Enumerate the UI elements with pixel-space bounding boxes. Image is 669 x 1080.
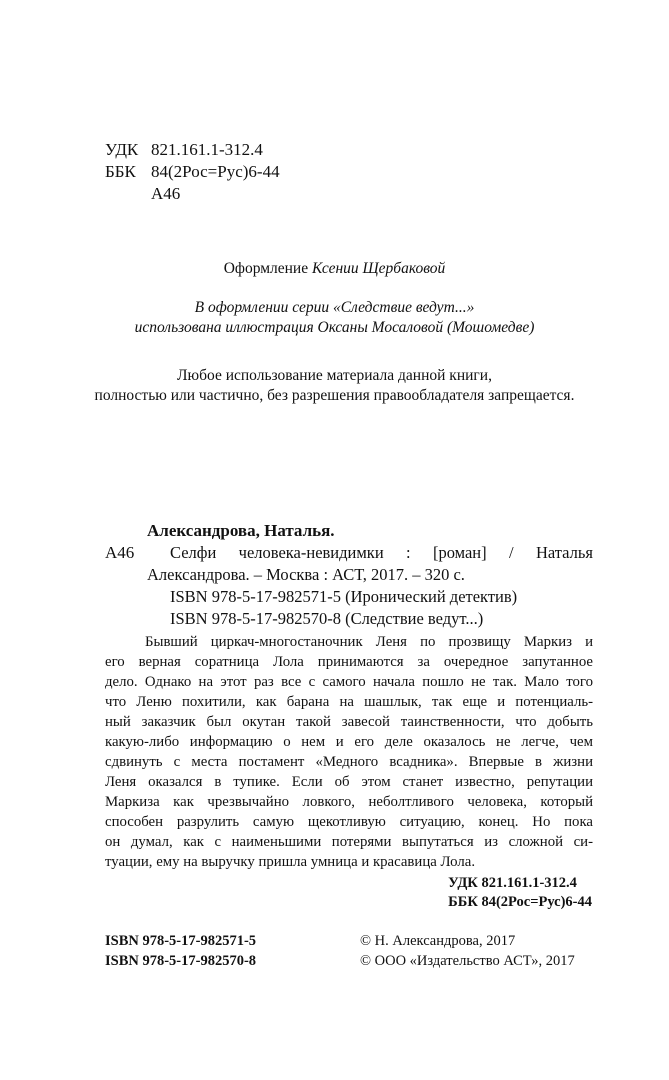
- annotation-line: что Леню похитили, как барана на шашлык, так еще и потенциаль-: [105, 694, 593, 710]
- design-prefix: Оформление: [223, 260, 309, 277]
- bbk-value: 84(2Рос=Рус)6-44: [151, 162, 280, 181]
- card-code: А46: [105, 543, 135, 562]
- series-credit-line1: В оформлении серии «Следствие ведут...»: [194, 299, 475, 316]
- author-mark: А46: [151, 184, 181, 203]
- card-isbn2: ISBN 978-5-17-982570-8 (Следствие ведут...): [170, 609, 484, 628]
- series-credit-line2: использована иллюстрация Оксаны Мосаловой (Мошомедве): [134, 319, 535, 336]
- annotation-line: Леня оказался в тупике. Если об этом станет известно, репутации: [105, 774, 593, 790]
- udk-line: [105, 139, 263, 161]
- footer-isbn1: ISBN 978-5-17-982571-5: [105, 933, 257, 949]
- annotation-line: туации, ему на выручку пришла умница и красавица Лола.: [105, 854, 476, 870]
- annotation-line: способен разрулить самую щекотливую ситуацию, конец. Но пока: [105, 814, 593, 830]
- udk-label: УДК: [105, 140, 139, 159]
- annotation-codes: [448, 874, 592, 912]
- annotation-line: ный заказчик был окутан такой завесой таинственности, что добыть: [105, 714, 593, 730]
- footer-copyright1: © Н. Александрова, 2017: [360, 933, 516, 949]
- annotation-line: Маркиза как чрезвычайно ловкого, неболтливого человека, который: [105, 794, 593, 810]
- annotation-line: сдвинуть с места постамент «Медного всадника». Впервые в жизни: [105, 754, 593, 770]
- udk-value: 821.161.1-312.4: [151, 140, 263, 159]
- copyright-notice-line2: полностью или частично, без разрешения правообладателя запрещается.: [94, 387, 575, 404]
- card-author: Александрова, Наталья.: [147, 521, 335, 540]
- annotation-bbk: ББК 84(2Рос=Рус)6-44: [448, 894, 592, 910]
- annotation-line: дело. Однако на этот раз все с самого начала пошло не так. Мало того: [105, 674, 593, 690]
- bbk-label: ББК: [105, 162, 136, 181]
- bbk-line: [105, 161, 280, 183]
- annotation-line: его верная соратница Лола принимаются за очередное запутанное: [105, 654, 593, 670]
- footer-copyright2: © ООО «Издательство АСТ», 2017: [360, 953, 575, 969]
- design-credit: [0, 259, 669, 279]
- designer-name: Ксении Щербаковой: [311, 260, 446, 277]
- annotation-line: Бывший циркач-многостаночник Леня по прозвищу Маркиз и: [145, 634, 593, 650]
- card-isbn1: ISBN 978-5-17-982571-5 (Иронический детектив): [170, 587, 518, 606]
- annotation: [105, 632, 593, 872]
- card-title-line2: Александрова. – Москва : АСТ, 2017. – 320 с.: [147, 565, 465, 584]
- annotation-line: он думал, как с наименьшими потерями выпутаться из сложной си-: [105, 834, 593, 850]
- footer-isbn2: ISBN 978-5-17-982570-8: [105, 953, 257, 969]
- annotation-line: какую-либо информацию о нем и его деле оказалось не легче, чем: [105, 734, 593, 750]
- card-title-line1: Селфи человека-невидимки : [роман] / Наталья: [170, 543, 593, 562]
- annotation-udk: УДК 821.161.1-312.4: [448, 875, 577, 891]
- copyright-notice-line1: Любое использование материала данной книги,: [177, 367, 492, 384]
